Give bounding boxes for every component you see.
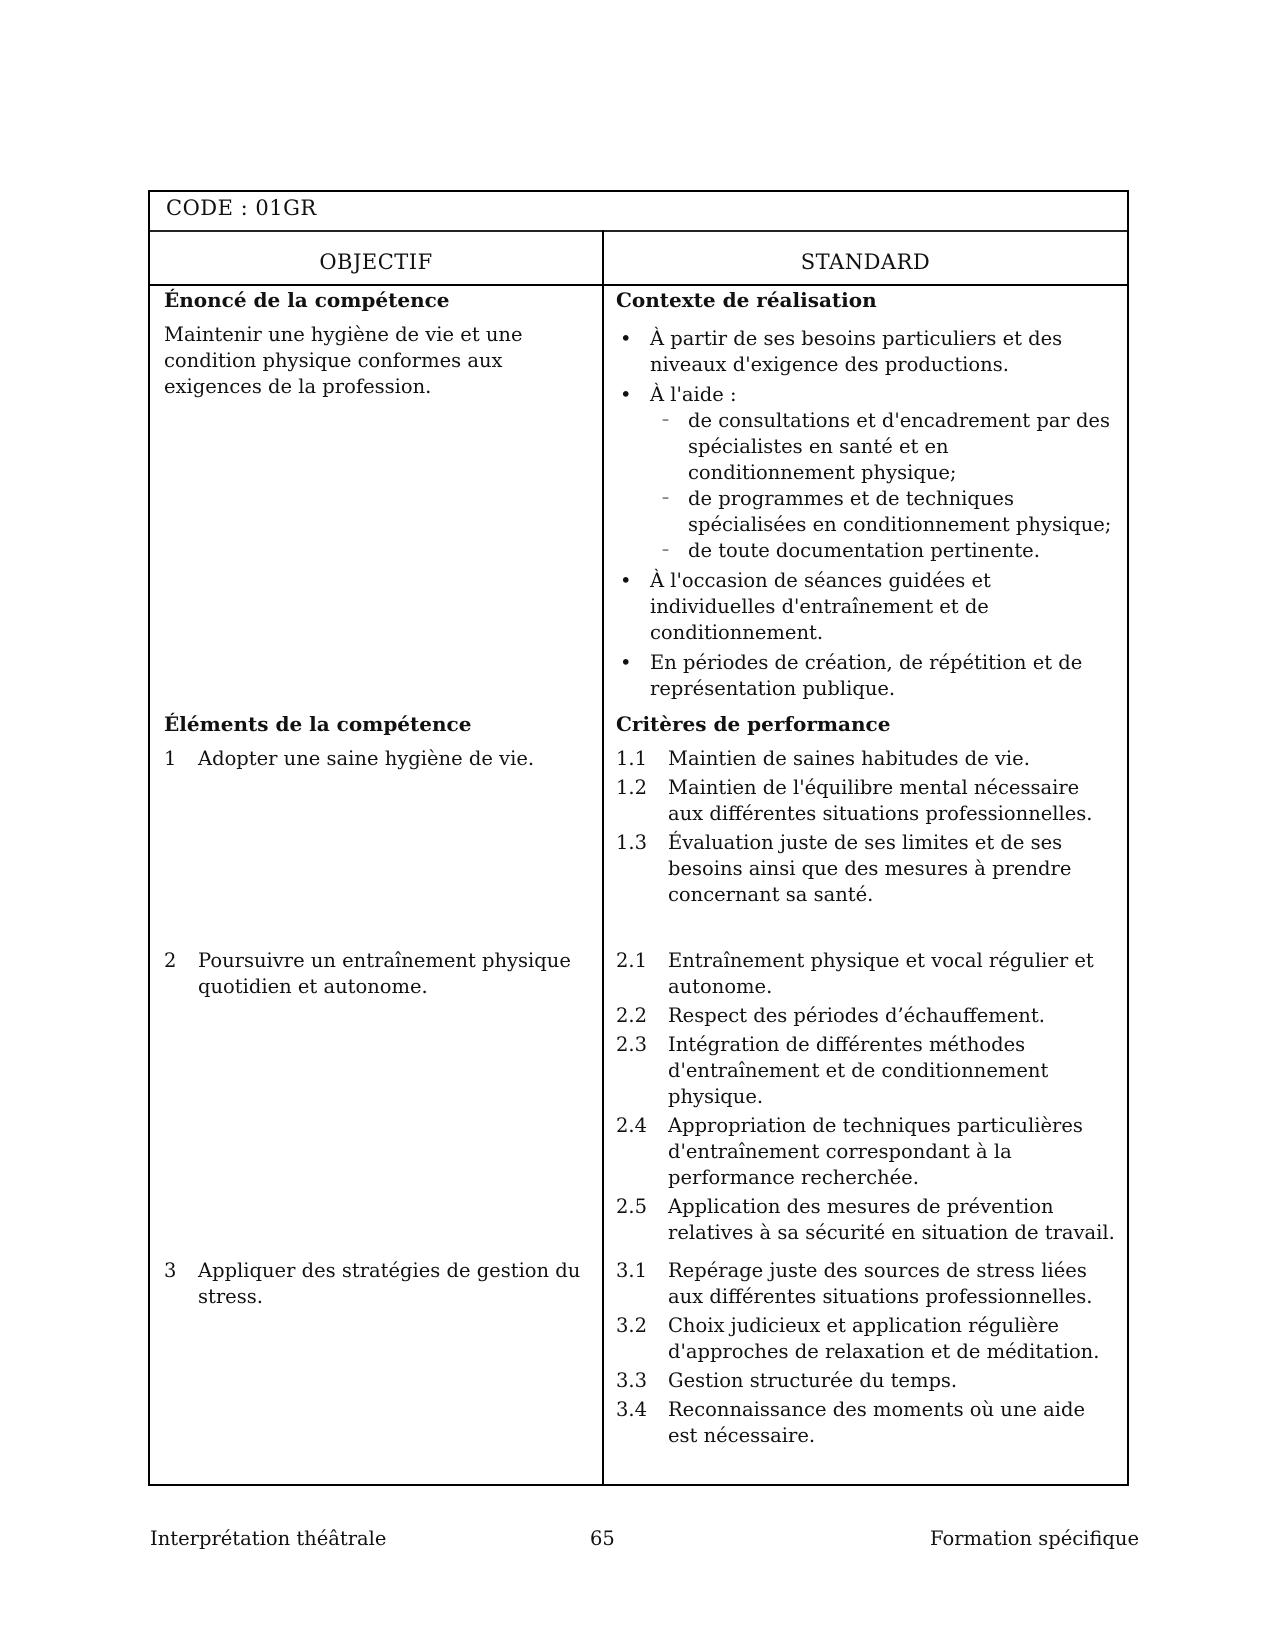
critere-item: 2.2 Respect des périodes d’échauffement.: [616, 1004, 1045, 1027]
element-item: [164, 1258, 584, 1310]
standard-header: STANDARD: [800, 250, 931, 274]
contexte-item: • En périodes de création, de répétition et de représentation publique.: [616, 650, 1116, 702]
competency-table: [148, 190, 1129, 1486]
criteres-group-1: [616, 746, 1116, 911]
element-item: [164, 746, 584, 772]
elements-title: Éléments de la compétence: [164, 712, 472, 736]
element-number: 1: [164, 747, 177, 770]
contexte-subitem: – de programmes et de techniques spécialisées en conditionnement physique;: [662, 487, 1112, 536]
element-number: 3: [164, 1259, 177, 1282]
critere-item: 1.2 Maintien de l'équilibre mental nécessaire aux différentes situations professionnelles.: [616, 776, 1093, 825]
critere-item: 3.1 Repérage juste des sources de stress liées aux différentes situations professionnelles.: [616, 1259, 1093, 1308]
dash-icon: –: [662, 542, 669, 558]
code-label: CODE : 01GR: [166, 196, 317, 220]
contexte-item: • À l'occasion de séances guidées et individuelles d'entraînement et de conditionnement.: [616, 568, 1116, 646]
critere-item: 2.5 Application des mesures de prévention relatives à sa sécurité en situation de travail.: [616, 1195, 1115, 1244]
critere-item: 1.1 Maintien de saines habitudes de vie.: [616, 747, 1030, 770]
criteres-title: Critères de performance: [616, 712, 891, 736]
footer-section-name: Formation spécifique: [930, 1527, 1139, 1550]
critere-item: 2.4 Appropriation de techniques particulières d'entraînement correspondant à la performance recherchée.: [616, 1114, 1083, 1189]
element-number: 2: [164, 949, 177, 972]
enonce-text: Maintenir une hygiène de vie et une condition physique conformes aux exigences de la profession.: [164, 323, 523, 398]
critere-item: 2.1 Entraînement physique et vocal régulier et autonome.: [616, 949, 1094, 998]
contexte-subitem: – de toute documentation pertinente.: [662, 539, 1040, 562]
contexte-item: • À partir de ses besoins particuliers et des niveaux d'exigence des productions.: [616, 326, 1116, 378]
contexte-title: Contexte de réalisation: [616, 288, 877, 312]
contexte-item: • À l'aide :: [616, 382, 1116, 408]
objectif-header: OBJECTIF: [319, 250, 433, 274]
footer-program-name: Interprétation théâtrale: [150, 1527, 387, 1550]
contexte-list: [616, 326, 1116, 702]
element-text: Adopter une saine hygiène de vie.: [198, 747, 535, 770]
criteres-group-3: [616, 1258, 1116, 1452]
critere-item: 3.3 Gestion structurée du temps.: [616, 1369, 958, 1392]
element-item: [164, 948, 584, 1000]
critere-item: 2.3 Intégration de différentes méthodes d'entraînement et de conditionnement physique.: [616, 1033, 1049, 1108]
code-row: [150, 192, 1127, 232]
footer-page-number: 65: [590, 1527, 615, 1550]
critere-item: 3.4 Reconnaissance des moments où une aide est nécessaire.: [616, 1398, 1086, 1447]
enonce-title: Énoncé de la compétence: [164, 288, 450, 312]
critere-item: 1.3 Évaluation juste de ses limites et de ses besoins ainsi que des mesures à prendre concernant sa santé.: [616, 831, 1072, 906]
dash-icon: –: [662, 412, 669, 428]
criteres-group-2: [616, 948, 1116, 1249]
column-divider: [602, 230, 604, 1484]
element-text: Poursuivre un entraînement physique quotidien et autonome.: [198, 949, 571, 998]
dash-icon: –: [662, 490, 669, 506]
contexte-subitem: – de consultations et d'encadrement par des spécialistes en santé et en conditionnement physique;: [662, 409, 1110, 484]
element-text: Appliquer des stratégies de gestion du stress.: [198, 1259, 581, 1308]
header-row: [150, 230, 1127, 286]
critere-item: 3.2 Choix judicieux et application régulière d'approches de relaxation et de méditation.: [616, 1314, 1100, 1363]
